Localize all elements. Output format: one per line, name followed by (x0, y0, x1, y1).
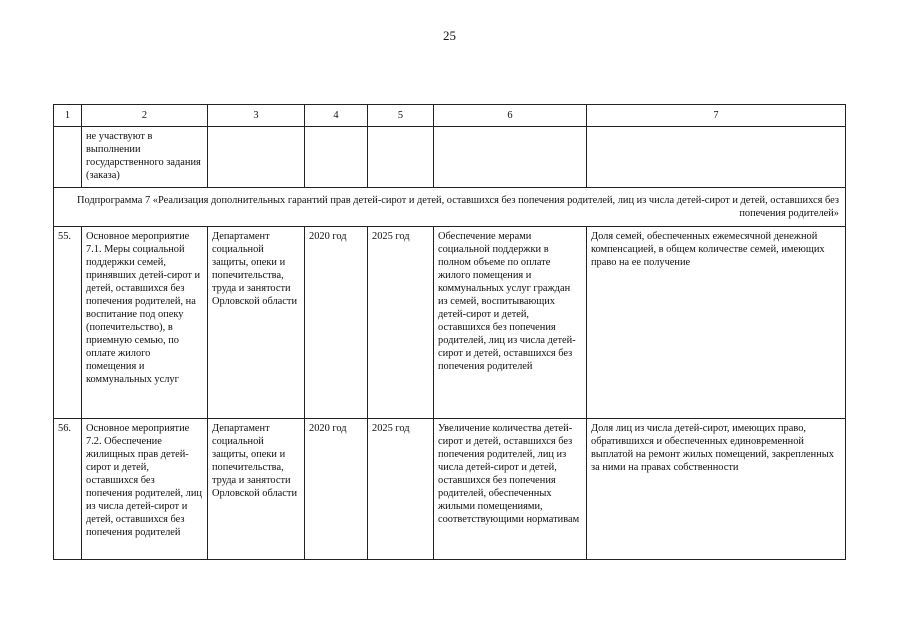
header-cell: 2 (82, 105, 208, 127)
table-cell (368, 127, 434, 188)
header-cell: 4 (305, 105, 368, 127)
row-number: 55. (54, 227, 82, 419)
table-cell (208, 127, 305, 188)
page-number: 25 (443, 28, 456, 43)
event-cell: Основное мероприятие 7.2. Обеспечение жилищных прав детей-сирот и детей, оставшихся без попечения родителей, лиц из числа детей-сирот и детей, оставшихся без попечения родителей (82, 419, 208, 560)
executor-cell: Департамент социальной защиты, опеки и попечительства, труда и занятости Орловской области (208, 419, 305, 560)
result-cell: Увеличение количества детей-сирот и детей, оставшихся без попечения родителей, лиц из числа детей-сирот и детей, оставшихся без попечения родителей, обеспеченных жилыми помещениями, соответствующими нормативам (434, 419, 587, 560)
header-cell: 6 (434, 105, 587, 127)
program-table (53, 104, 846, 560)
subprogram-title: Подпрограмма 7 «Реализация дополнительных гарантий прав детей-сирот и детей, оставшихся без попечения родителей, лиц из числа детей-сирот и детей, оставшихся без попечения родителей» (54, 188, 846, 227)
start-year-cell: 2020 год (305, 419, 368, 560)
header-cell: 3 (208, 105, 305, 127)
table-row (54, 227, 846, 419)
table-cell (587, 127, 846, 188)
end-year-cell: 2025 год (368, 227, 434, 419)
start-year-cell: 2020 год (305, 227, 368, 419)
continuation-text: не участвуют в выполнении государственного задания (заказа) (82, 127, 208, 188)
table-row (54, 419, 846, 560)
executor-cell: Департамент социальной защиты, опеки и попечительства, труда и занятости Орловской области (208, 227, 305, 419)
result-cell: Обеспечение мерами социальной поддержки в полном объеме по оплате жилого помещения и коммунальных услуг граждан из семей, воспитывающих детей-сирот и детей, оставшихся без попечения родителей, лиц из числа детей-сирот и детей, оставшихся без попечения родителей (434, 227, 587, 419)
indicator-cell: Доля лиц из числа детей-сирот, имеющих право, обратившихся и обеспеченных единовременной выплатой на ремонт жилых помещений, закрепленных за ними на правах собственности (587, 419, 846, 560)
row-number: 56. (54, 419, 82, 560)
header-row (54, 105, 846, 127)
header-cell: 7 (587, 105, 846, 127)
continuation-row (54, 127, 846, 188)
event-cell: Основное мероприятие 7.1. Меры социальной поддержки семей, принявших детей-сирот и детей, оставшихся без попечения родителей, на воспитание под опеку (попечительство), в приемную семью, по оплате жилого помещения и коммунальных услуг (82, 227, 208, 419)
table-cell (54, 127, 82, 188)
subprogram-row (54, 188, 846, 227)
header-cell: 1 (54, 105, 82, 127)
header-cell: 5 (368, 105, 434, 127)
table-cell (305, 127, 368, 188)
table-cell (434, 127, 587, 188)
indicator-cell: Доля семей, обеспеченных ежемесячной денежной компенсацией, в общем количестве семей, имеющих право на ее получение (587, 227, 846, 419)
end-year-cell: 2025 год (368, 419, 434, 560)
